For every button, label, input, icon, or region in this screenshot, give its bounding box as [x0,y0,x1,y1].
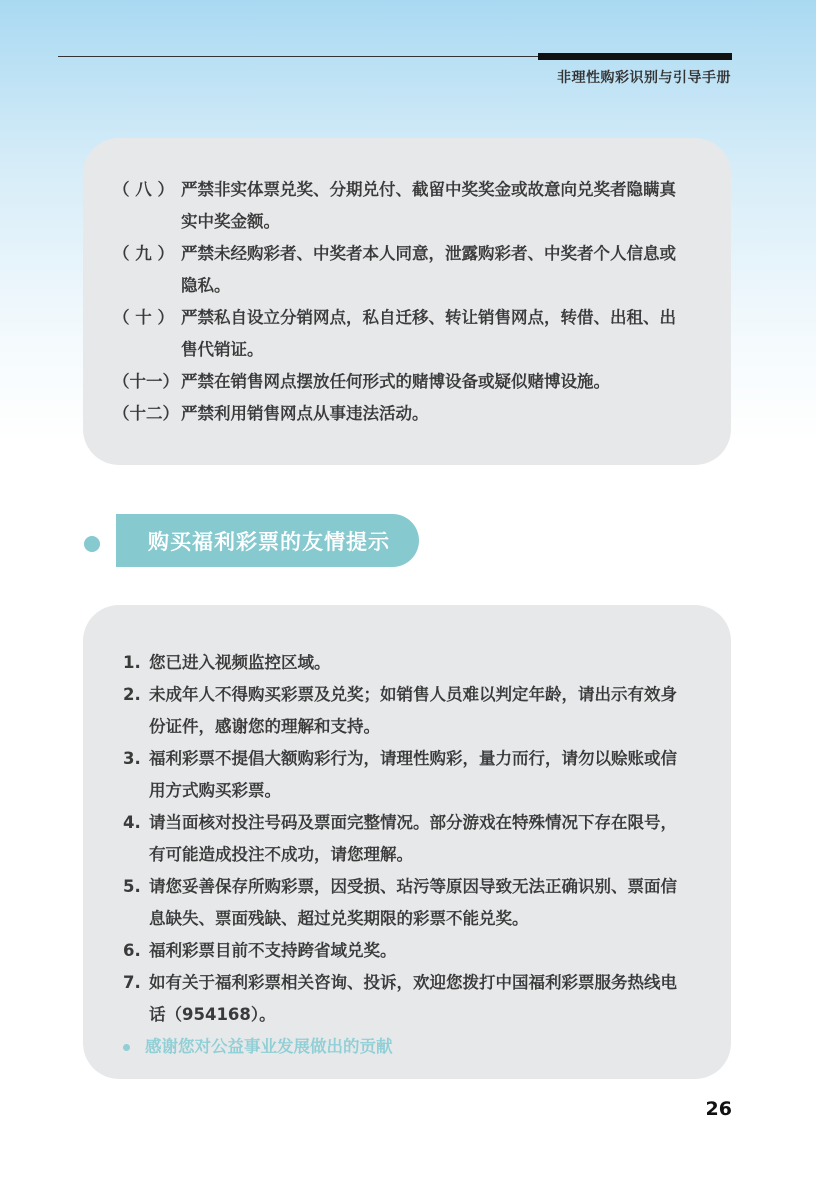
rule-item-9 [113,238,701,302]
tip-item-6 [123,935,701,967]
rule-text: 严禁未经购彩者、中奖者本人同意，泄露购彩者、中奖者个人信息或隐私。 [181,244,676,295]
rule-text: 严禁私自设立分销网点，私自迁移、转让销售网点，转借、出租、出售代销证。 [181,308,676,359]
tip-text: 您已进入视频监控区域。 [149,653,331,672]
header-rule-thin [58,56,538,57]
tip-number: 4. [123,813,141,832]
tip-item-2 [123,679,701,743]
section-title: 购买福利彩票的友情提示 [148,529,390,554]
tips-card [83,605,731,1079]
rule-text: 严禁非实体票兑奖、分期兑付、截留中奖奖金或故意向兑奖者隐瞒真实中奖金额。 [181,180,676,231]
tip-item-5 [123,871,701,935]
rule-number: （ 九 ） [113,244,174,263]
thanks-note [123,1031,701,1063]
rules-card [83,138,731,465]
tip-text: 如有关于福利彩票相关咨询、投诉，欢迎您拨打中国福利彩票服务热线电话（954168）。 [149,973,677,1024]
section-title-tab [116,514,419,567]
tip-item-7 [123,967,701,1031]
tip-item-4 [123,807,701,871]
rule-number: （ 八 ） [113,180,174,199]
rule-item-8 [113,174,701,238]
tip-number: 6. [123,941,141,960]
rule-item-11 [113,366,701,398]
tip-text: 请您妥善保存所购彩票，因受损、玷污等原因导致无法正确识别、票面信息缺失、票面残缺、超过兑奖期限的彩票不能兑奖。 [149,877,677,928]
tip-item-3 [123,743,701,807]
running-title: 非理性购彩识别与引导手册 [557,70,731,86]
thanks-note-text: 感谢您对公益事业发展做出的贡献 [145,1037,393,1056]
tip-number: 7. [123,973,141,992]
rule-number: （十二） [113,404,179,423]
tip-text: 福利彩票不提倡大额购彩行为，请理性购彩，量力而行，请勿以赊账或信用方式购买彩票。 [149,749,677,800]
header-rule-thick [538,53,732,60]
tip-number: 2. [123,685,141,704]
rule-item-10 [113,302,701,366]
page-number: 26 [705,1098,732,1120]
tip-number: 5. [123,877,141,896]
section-dot [84,536,100,552]
rule-number: （ 十 ） [113,308,174,327]
tip-number: 1. [123,653,141,672]
rule-item-12 [113,398,701,430]
tip-text: 福利彩票目前不支持跨省域兑奖。 [149,941,397,960]
rule-text: 严禁在销售网点摆放任何形式的赌博设备或疑似赌博设施。 [181,372,610,391]
rule-text: 严禁利用销售网点从事违法活动。 [181,404,429,423]
tip-number: 3. [123,749,141,768]
rule-number: （十一） [113,372,179,391]
tip-item-1 [123,647,701,679]
bullet-dot-icon [123,1044,130,1051]
tip-text: 未成年人不得购买彩票及兑奖；如销售人员难以判定年龄，请出示有效身份证件，感谢您的理解和支持。 [149,685,677,736]
tip-text: 请当面核对投注号码及票面完整情况。部分游戏在特殊情况下存在限号，有可能造成投注不成功，请您理解。 [149,813,677,864]
